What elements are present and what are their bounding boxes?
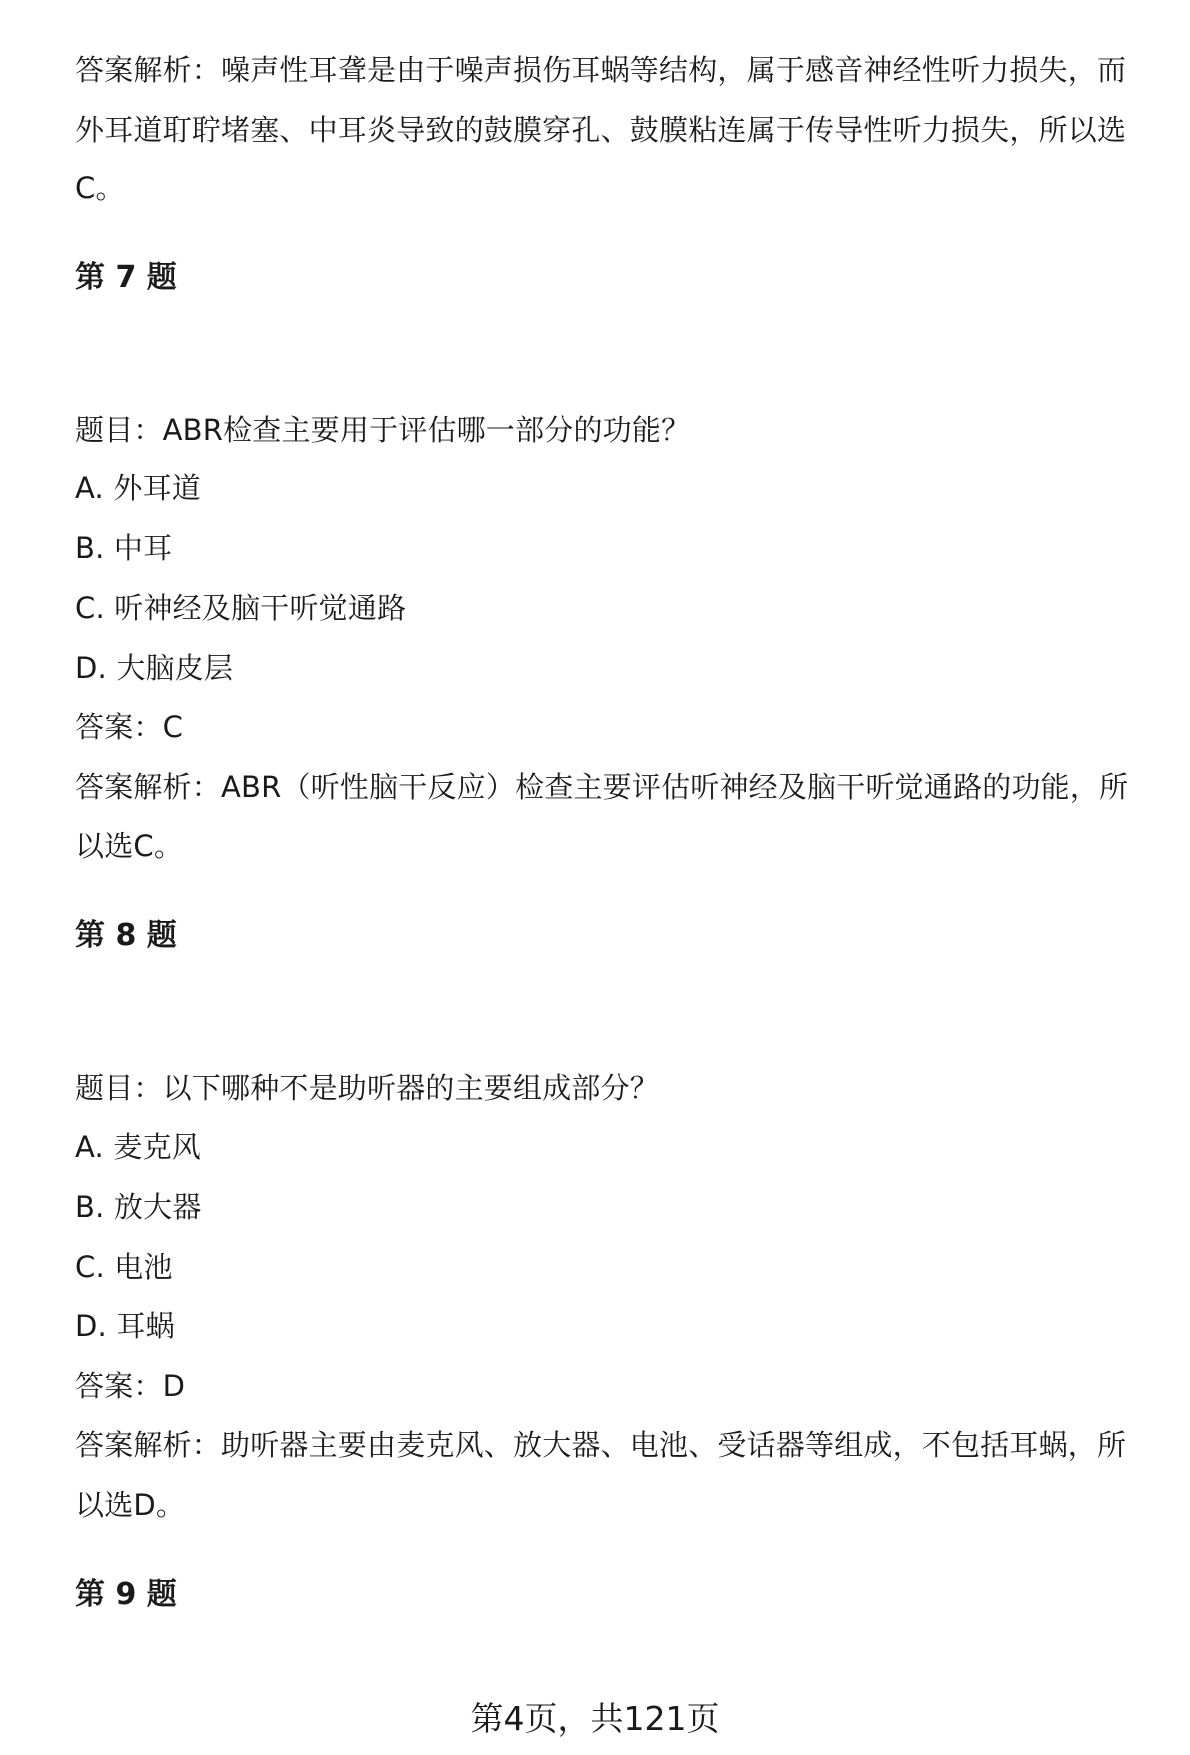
option-c: C. 听神经及脑干听觉通路 <box>75 591 407 625</box>
analysis-text: 答案解析：助听器主要由麦克风、放大器、电池、受话器等组成，不包括耳蜗，所 <box>75 1428 1127 1462</box>
option-d: D. 大脑皮层 <box>75 651 234 685</box>
option-a: A. 麦克风 <box>75 1130 201 1164</box>
option-b: B. 放大器 <box>75 1190 202 1224</box>
analysis-text: 外耳道耵聍堵塞、中耳炎导致的鼓膜穿孔、鼓膜粘连属于传导性听力损失，所以选 <box>75 113 1127 147</box>
question-text: 题目：以下哪种不是助听器的主要组成部分？ <box>75 1071 660 1105</box>
question-heading: 第 7 题 <box>75 260 177 295</box>
question-heading: 第 8 题 <box>75 918 177 953</box>
analysis-text: 以选D。 <box>75 1488 186 1522</box>
answer-text: 答案：C <box>75 710 184 744</box>
analysis-text: 以选C。 <box>75 829 184 863</box>
option-b: B. 中耳 <box>75 531 173 565</box>
analysis-text: C。 <box>75 171 125 205</box>
option-a: A. 外耳道 <box>75 471 201 505</box>
analysis-text: 答案解析：ABR（听性脑干反应）检查主要评估听神经及脑干听觉通路的功能，所 <box>75 770 1129 804</box>
answer-text: 答案：D <box>75 1369 186 1403</box>
analysis-text: 答案解析：噪声性耳聋是由于噪声损伤耳蜗等结构，属于感音神经性听力损失，而 <box>75 53 1127 87</box>
option-d: D. 耳蜗 <box>75 1309 175 1343</box>
question-heading: 第 9 题 <box>75 1577 177 1612</box>
question-text: 题目：ABR检查主要用于评估哪一部分的功能？ <box>75 413 691 447</box>
option-c: C. 电池 <box>75 1250 173 1284</box>
page-number: 第4页，共121页 <box>470 1699 720 1738</box>
